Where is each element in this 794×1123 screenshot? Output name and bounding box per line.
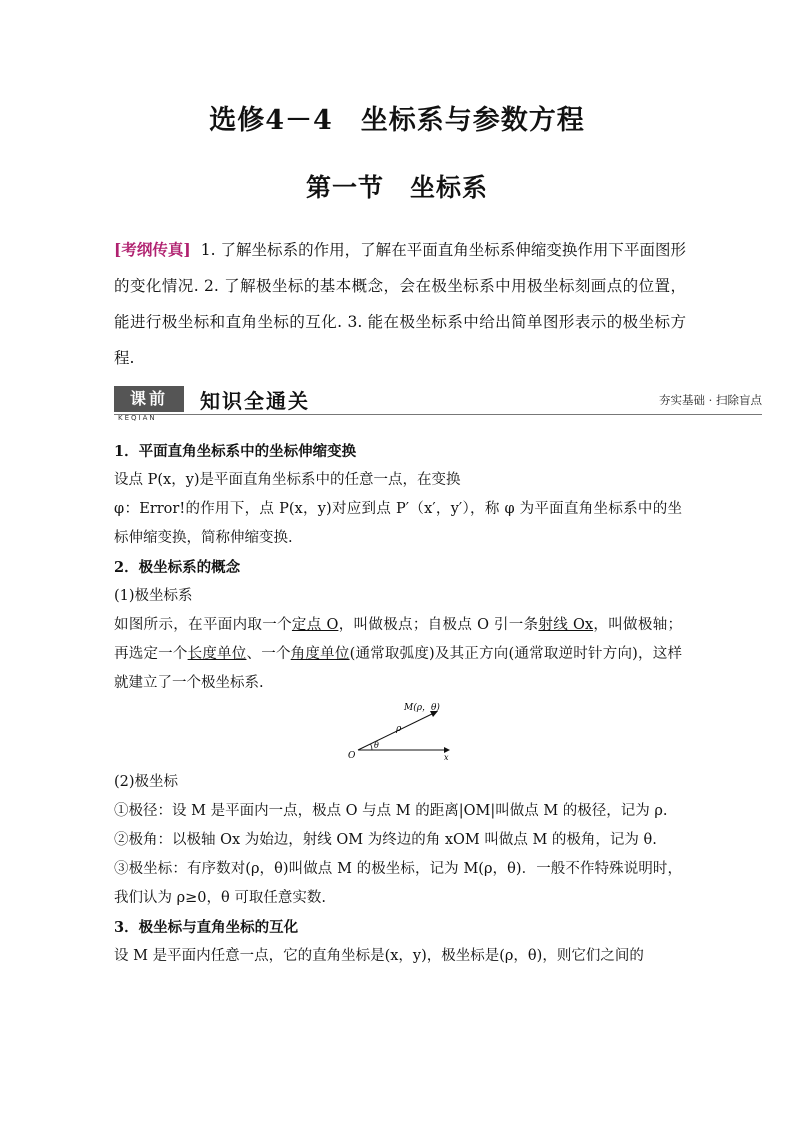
underlined-term: 射线 Ox [538, 617, 594, 633]
chapter-title: 选修4－4 坐标系与参数方程 [209, 105, 585, 136]
section-banner [114, 384, 762, 426]
x-axis-label: x [444, 753, 449, 762]
syllabus-text: 1. 了解坐标系的作用，了解在平面直角坐标系伸缩变换作用下平面图形的变化情况. 2. 了解极坐标的基本概念，会在极坐标系中用极坐标刻画点的位置，能进行极坐标和直角坐标的互化. 3. 能在极坐标系中给出简单图形表示的极坐标方程. [114, 241, 687, 367]
item-polar-radius: ①极径：设 M 是平面内一点，极点 O 与点 M 的距离|OM|叫做点 M 的极径，记为 ρ. [114, 803, 668, 819]
text-run: (通常取弧度)及其正方向(通常取逆时针方向)，这样就建立了一个极坐标系. [114, 646, 683, 691]
point-m-label: M(ρ，θ) [404, 703, 440, 713]
subheading-polar-coordinate: (2)极坐标 [114, 774, 179, 790]
subheading-polar-system: (1)极坐标系 [114, 588, 193, 604]
section-title: 第一节 坐标系 [305, 173, 488, 202]
text-run: ，叫做极点；自极点 O 引一条 [338, 617, 539, 633]
polar-diagram [114, 698, 682, 768]
banner-title: 知识全通关 [200, 389, 310, 413]
rho-label: ρ [396, 724, 402, 734]
text-run: ，叫做极轴；再选定一个 [114, 617, 683, 662]
heading-polar-concept: 2．极坐标系的概念 [114, 559, 241, 576]
paragraph-transform-intro: 设点 P(x，y)是平面直角坐标系中的任意一点，在变换 [114, 472, 461, 488]
paragraph-polar-system [114, 611, 682, 698]
underlined-term: 角度单位 [290, 646, 350, 662]
item-polar-coordinate: ③极坐标：有序数对(ρ，θ)叫做点 M 的极坐标，记为 M(ρ，θ)．一般不作特殊说明时，我们认为 ρ≥0，θ 可取任意实数. [114, 861, 682, 906]
item-polar-angle: ②极角：以极轴 Ox 为始边，射线 OM 为终边的角 xOM 叫做点 M 的极角，记为 θ. [114, 832, 657, 848]
knowledge-content [114, 437, 682, 971]
banner-slogan: 夯实基础 · 扫除盲点 [659, 393, 762, 407]
paragraph-conversion: 设 M 是平面内任意一点，它的直角坐标是(x，y)，极坐标是(ρ，θ)，则它们之间的 [114, 948, 644, 964]
underlined-term: 定点 O [291, 617, 339, 633]
paragraph-transform-def: φ：Error!的作用下，点 P(x，y)对应到点 P′（x′，y′），称 φ 为平面直角坐标系中的坐标伸缩变换，简称伸缩变换. [114, 501, 682, 546]
heading-scaling-transform: 1．平面直角坐标系中的坐标伸缩变换 [114, 443, 357, 460]
text-run: 如图所示，在平面内取一个 [114, 617, 292, 633]
banner-divider [114, 414, 762, 415]
origin-label: O [348, 751, 356, 761]
banner-tab: 课前 [114, 386, 184, 412]
theta-label: θ [374, 741, 379, 750]
angle-arc [371, 744, 372, 750]
syllabus-outline [114, 232, 686, 376]
heading-conversion: 3．极坐标与直角坐标的互化 [114, 919, 299, 936]
syllabus-tag: [考纲传真] [114, 240, 191, 259]
banner-tab-subtitle: KEQIAN [118, 414, 157, 422]
text-run: 、一个 [246, 646, 291, 662]
underlined-term: 长度单位 [187, 646, 247, 662]
